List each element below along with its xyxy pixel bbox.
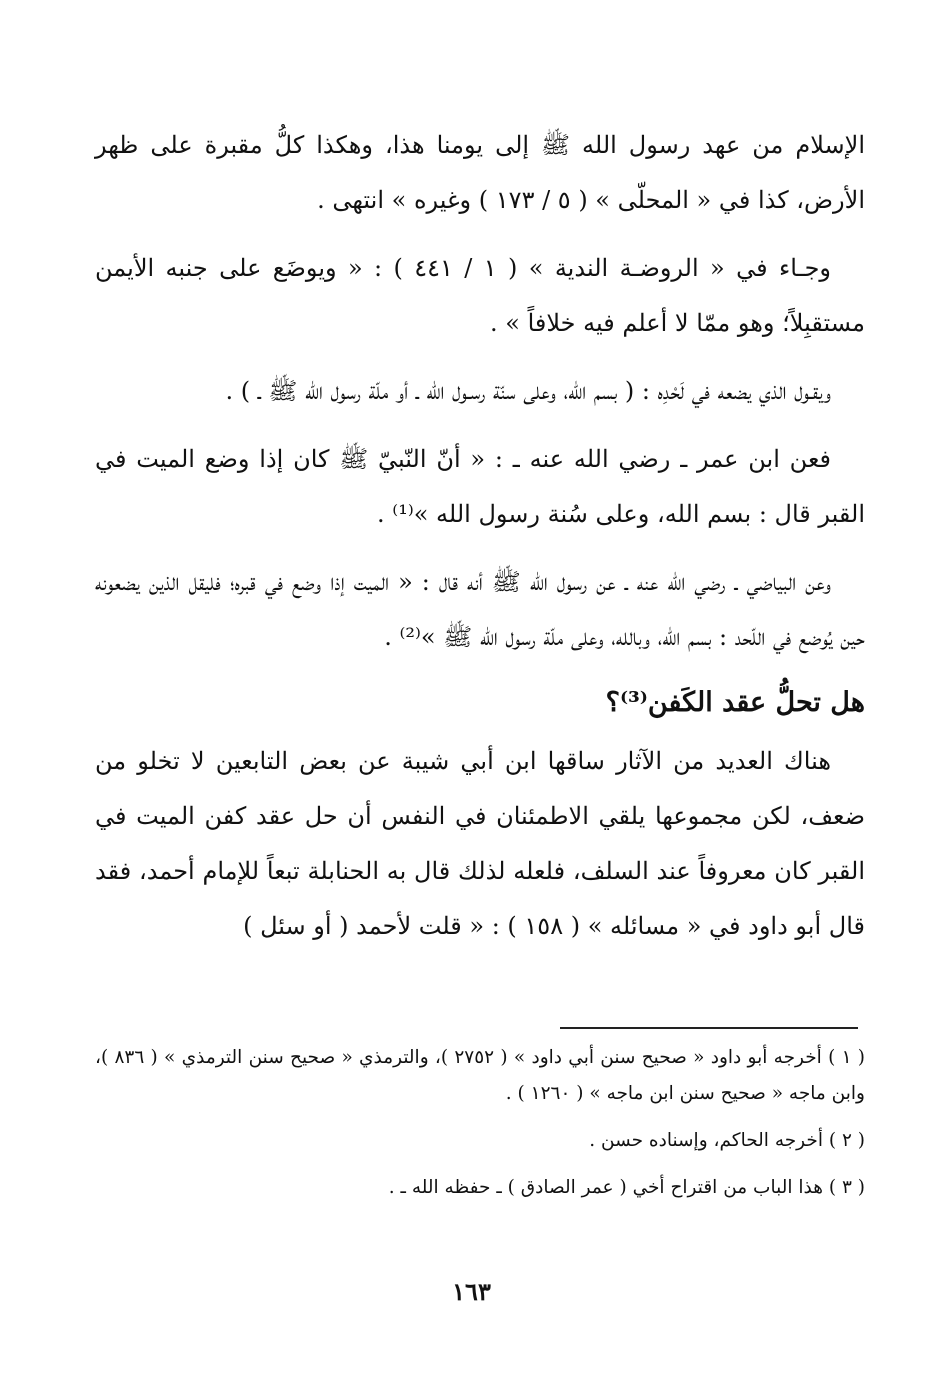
paragraph-1: الإسلام من عهد رسول الله ﷺ إلى يومنا هذا، وهكذا كلُّ مقبرة على ظهر الأرض، كذا في « المحلّى » ( ٥ / ١٧٣ ) وغيره » انتهى . [95, 131, 865, 214]
section-heading: هل تحلُّ عقد الكَفن⁽³⁾؟ [605, 687, 865, 718]
paragraph-3: ويقـول الذي يضعه في لَحْدِه : ( بسم الله، وعلى سنّة رسـول الله ـ أو ملّة رسول الله ﷺ ـ ) . [225, 377, 831, 405]
footnote-1: ( ١ ) أخرجه أبو داود « صحيح سنن أبي داود » ( ٢٧٥٢ )، والترمذي « صحيح سنن الترمذي » ( ٨٣٦ )، وابن ماجه « صحيح سنن ابن ماجه » ( ١٢٦٠ ) . [95, 1047, 866, 1104]
paragraph-5: وعن البياضي ـ رضي الله عنه ـ عن رسول الله ﷺ أنه قال : « الميت إذا وضع في قبره؛ فليقل الذين يضعونه حين يُوضع في اللّحد : بسم الله، وبالله، وعلى ملّة رسول الله ﷺ »⁽²⁾ . [95, 568, 865, 651]
footnote-2: ( ٢ ) أخرجه الحاكم، وإسناده حسن . [589, 1130, 865, 1151]
page-number: ١٦٣ [452, 1277, 491, 1306]
paragraph-6: هناك العديد من الآثار ساقها ابن أبي شيبة عن بعض التابعين لا تخلو من ضعف، لكن مجموعها يلقي الاطمئنان في النفس أن حل عقد كفن الميت في القبر كان معروفاً عند السلف، فلعله لذلك قال به الحنابلة تبعاً للإمام أحمد، فقد قال أبو داود في « مسائله » ( ١٥٨ ) : « قلت لأحمد ( أو سئل ) [95, 747, 865, 940]
footnote-3: ( ٣ ) هذا الباب من اقتراح أخي ( عمر الصادق ) ـ حفظه الله ـ . [388, 1177, 865, 1198]
paragraph-4: فعن ابن عمر ـ رضي الله عنه ـ : « أنّ النّبيّ ﷺ كان إذا وضع الميت في القبر قال : بسم الله، وعلى سُنة رسول الله »⁽¹⁾ . [95, 445, 865, 528]
footnote-divider [560, 1027, 858, 1029]
footnotes [95, 1040, 865, 1217]
main-text [95, 118, 865, 967]
paragraph-2: وجـاء في « الروضـة الندية » ( ١ / ٤٤١ ) : « ويوضَع على جنبه الأيمن مستقبِلاً؛ وهو ممّا لا أعلم فيه خلافاً » . [95, 254, 865, 337]
